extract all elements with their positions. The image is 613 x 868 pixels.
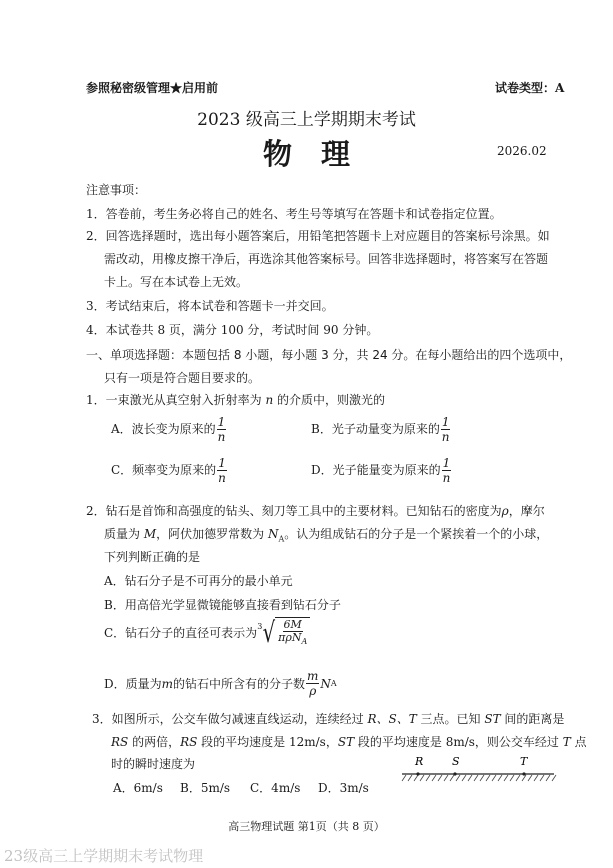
q3-option-c: C．4m/s — [250, 781, 301, 795]
section-heading: 一、单项选择题：本题包括 8 小题，每小题 3 分，共 24 分。在每小题给出的四个选项中， — [86, 348, 572, 362]
q3-stem-line3: 时的瞬时速度为 — [111, 757, 196, 771]
label-t: T — [520, 755, 528, 768]
point-r — [416, 772, 419, 775]
page-footer: 高三物理试题 第1页（共 8 页） — [228, 820, 385, 833]
q1-option-d: D．光子能量变为原来的 $\frac{1}{n}$ — [311, 456, 451, 485]
exam-date: 2026.02 — [497, 144, 547, 158]
q1-option-b: B．光子动量变为原来的 $\frac{1}{n}$ — [311, 415, 450, 444]
point-t — [522, 772, 525, 775]
q3-option-d: D．3m/s — [318, 781, 369, 795]
q2-stem-line1: 2．钻石是首饰和高强度的钻头、刻刀等工具中的主要材料。已知钻石的密度为ρ，摩尔 — [86, 504, 545, 518]
notice-item: 需改动，用橡皮擦干净后，再选涂其他答案标号。回答非选择题时，将答案写在答题 — [104, 252, 549, 266]
q1-stem: 1．一束激光从真空射入折射率为 n 的介质中，则激光的 — [86, 393, 386, 407]
notice-title: 注意事项： — [86, 183, 147, 197]
notice-item: 2．回答选择题时，选出每小题答案后，用铅笔把答题卡上对应题目的答案标号涂黑。如 — [86, 229, 550, 243]
exam-type-label: 试卷类型：A — [495, 81, 565, 95]
q3-stem-line1: 3．如图所示，公交车做匀减速直线运动，连续经过 R、S、T 三点。已知 ST 间的距离是 — [92, 712, 565, 726]
q1-option-c: C．频率变为原来的 $\frac{1}{n}$ — [111, 456, 226, 485]
subject-title: 物 理 — [262, 137, 350, 171]
watermark-text: 23级高三上学期期末考试物理 — [4, 847, 204, 865]
cube-root-expression: 3 √ 6M πρN$_A$ — [257, 617, 310, 647]
q2-option-a: A．钻石分子是不可再分的最小单元 — [104, 574, 293, 588]
q3-stem-line2: RS 的两倍，RS 段的平均速度是 12m/s，ST 段的平均速度是 8m/s，则公交车经过 T 点 — [111, 735, 587, 749]
q1-option-a: A．波长变为原来的 $\frac{1}{n}$ — [111, 415, 226, 444]
label-s: S — [452, 755, 460, 768]
q2-stem-line3: 下列判断正确的是 — [104, 550, 201, 564]
q3-option-a: A．6m/s — [113, 781, 163, 795]
q3-road-figure — [398, 752, 558, 788]
q2-option-c: C．钻石分子的直径可表示为 3 √ 6M πρN$_A$ — [104, 617, 310, 647]
label-r: R — [415, 755, 424, 768]
section-heading-cont: 只有一项是符合题目要求的。 — [104, 371, 261, 385]
point-s — [453, 772, 456, 775]
q2-stem-line2: 质量为 M，阿伏加德罗常数为 $N_A$。认为组成钻石的分子是一个紧挨着一个的小球， — [104, 527, 549, 544]
q3-option-b: B．5m/s — [180, 781, 231, 795]
confidentiality-label: 参照秘密级管理★启用前 — [86, 81, 219, 95]
road-diagram — [398, 752, 558, 788]
notice-item: 4．本试卷共 8 页，满分 100 分，考试时间 90 分钟。 — [86, 323, 379, 337]
notice-item: 卡上。写在本试卷上无效。 — [104, 275, 249, 289]
exam-title: 2023 级高三上学期期末考试 — [197, 110, 416, 130]
q2-option-d: D．质量为 m 的钻石中所含有的分子数 $\frac{m}{\rho}$ N A — [104, 669, 337, 698]
q2-option-b: B．用高倍光学显微镜能够直接看到钻石分子 — [104, 598, 341, 612]
notice-item: 3．考试结束后，将本试卷和答题卡一并交回。 — [86, 299, 334, 313]
notice-item: 1．答卷前，考生务必将自己的姓名、考生号等填写在答题卡和试卷指定位置。 — [86, 207, 502, 221]
